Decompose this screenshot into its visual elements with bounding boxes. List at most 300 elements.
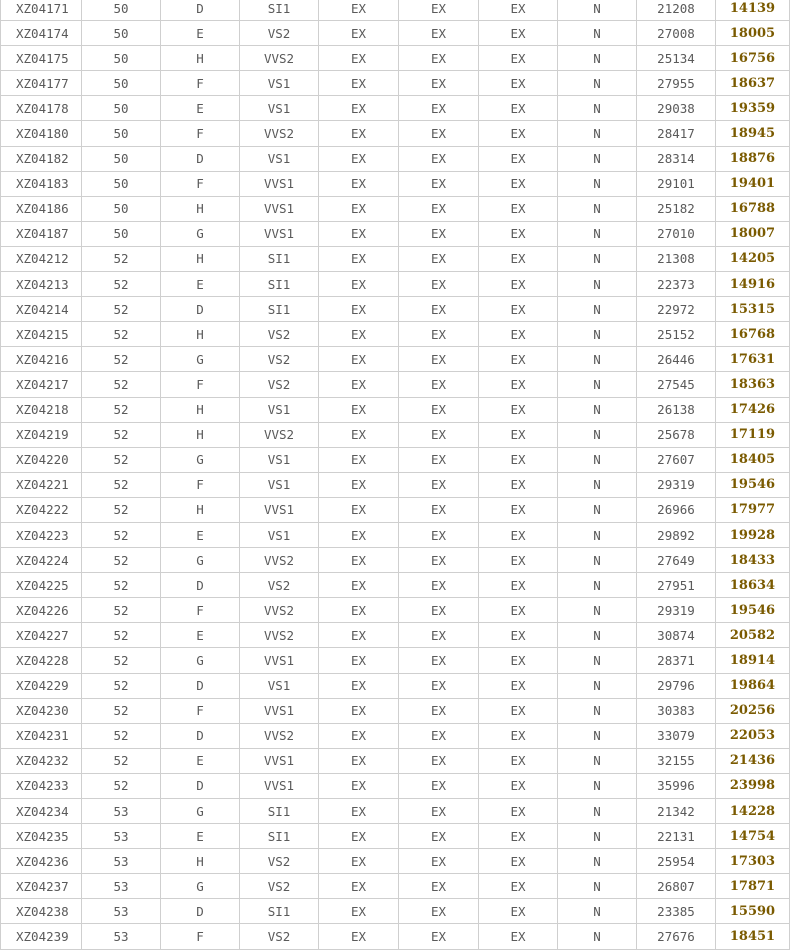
cut-cell: EX	[319, 423, 399, 447]
symmetry-cell: EX	[479, 849, 558, 873]
symmetry-cell: EX	[479, 322, 558, 346]
list-price-cell: 26966	[637, 498, 716, 522]
fluorescence-cell: N	[558, 548, 637, 572]
color-cell: F	[161, 172, 240, 196]
table-row	[0, 623, 790, 648]
stock-id-cell: XZ04213	[0, 272, 82, 296]
carat-cell: 53	[82, 899, 161, 923]
polish-cell: EX	[399, 423, 479, 447]
color-cell: E	[161, 749, 240, 773]
carat-cell: 52	[82, 674, 161, 698]
stock-id-cell: XZ04220	[0, 448, 82, 472]
polish-cell: EX	[399, 548, 479, 572]
stock-id-cell: XZ04232	[0, 749, 82, 773]
table-row	[0, 699, 790, 724]
polish-cell: EX	[399, 297, 479, 321]
carat-cell: 52	[82, 473, 161, 497]
clarity-cell: VVS2	[240, 724, 319, 748]
list-price-cell: 26138	[637, 398, 716, 422]
fluorescence-cell: N	[558, 874, 637, 898]
color-cell: H	[161, 197, 240, 221]
sale-price-cell: 18634	[716, 573, 790, 597]
stock-id-cell: XZ04180	[0, 121, 82, 145]
sale-price-cell: 19546	[716, 473, 790, 497]
symmetry-cell: EX	[479, 423, 558, 447]
stock-id-cell: XZ04231	[0, 724, 82, 748]
carat-cell: 52	[82, 297, 161, 321]
clarity-cell: VS1	[240, 96, 319, 120]
fluorescence-cell: N	[558, 924, 637, 948]
symmetry-cell: EX	[479, 799, 558, 823]
clarity-cell: VS1	[240, 674, 319, 698]
stock-id-cell: XZ04187	[0, 222, 82, 246]
list-price-cell: 25678	[637, 423, 716, 447]
sale-price-cell: 15590	[716, 899, 790, 923]
table-row	[0, 247, 790, 272]
symmetry-cell: EX	[479, 774, 558, 798]
stock-id-cell: XZ04227	[0, 623, 82, 647]
list-price-cell: 27545	[637, 372, 716, 396]
symmetry-cell: EX	[479, 623, 558, 647]
polish-cell: EX	[399, 498, 479, 522]
table-row	[0, 498, 790, 523]
sale-price-cell: 18433	[716, 548, 790, 572]
carat-cell: 52	[82, 423, 161, 447]
polish-cell: EX	[399, 0, 479, 20]
clarity-cell: SI1	[240, 272, 319, 296]
clarity-cell: VVS2	[240, 548, 319, 572]
color-cell: E	[161, 21, 240, 45]
sale-price-cell: 19359	[716, 96, 790, 120]
polish-cell: EX	[399, 247, 479, 271]
cut-cell: EX	[319, 699, 399, 723]
color-cell: H	[161, 498, 240, 522]
fluorescence-cell: N	[558, 272, 637, 296]
clarity-cell: VVS2	[240, 121, 319, 145]
cut-cell: EX	[319, 874, 399, 898]
color-cell: H	[161, 849, 240, 873]
color-cell: G	[161, 799, 240, 823]
color-cell: D	[161, 0, 240, 20]
stock-id-cell: XZ04238	[0, 899, 82, 923]
color-cell: H	[161, 322, 240, 346]
stock-id-cell: XZ04215	[0, 322, 82, 346]
carat-cell: 52	[82, 523, 161, 547]
cut-cell: EX	[319, 297, 399, 321]
clarity-cell: VVS1	[240, 222, 319, 246]
color-cell: E	[161, 96, 240, 120]
sale-price-cell: 18405	[716, 448, 790, 472]
sale-price-cell: 18007	[716, 222, 790, 246]
cut-cell: EX	[319, 523, 399, 547]
symmetry-cell: EX	[479, 197, 558, 221]
polish-cell: EX	[399, 849, 479, 873]
stock-id-cell: XZ04236	[0, 849, 82, 873]
polish-cell: EX	[399, 21, 479, 45]
carat-cell: 50	[82, 172, 161, 196]
color-cell: G	[161, 874, 240, 898]
polish-cell: EX	[399, 448, 479, 472]
fluorescence-cell: N	[558, 247, 637, 271]
table-row	[0, 372, 790, 397]
symmetry-cell: EX	[479, 448, 558, 472]
fluorescence-cell: N	[558, 598, 637, 622]
list-price-cell: 28371	[637, 648, 716, 672]
list-price-cell: 21342	[637, 799, 716, 823]
carat-cell: 52	[82, 548, 161, 572]
fluorescence-cell: N	[558, 523, 637, 547]
cut-cell: EX	[319, 498, 399, 522]
symmetry-cell: EX	[479, 598, 558, 622]
list-price-cell: 22373	[637, 272, 716, 296]
sale-price-cell: 17119	[716, 423, 790, 447]
list-price-cell: 27676	[637, 924, 716, 948]
list-price-cell: 25152	[637, 322, 716, 346]
sale-price-cell: 18945	[716, 121, 790, 145]
list-price-cell: 29892	[637, 523, 716, 547]
symmetry-cell: EX	[479, 96, 558, 120]
fluorescence-cell: N	[558, 824, 637, 848]
color-cell: D	[161, 899, 240, 923]
fluorescence-cell: N	[558, 46, 637, 70]
carat-cell: 52	[82, 347, 161, 371]
cut-cell: EX	[319, 147, 399, 171]
table-row	[0, 548, 790, 573]
fluorescence-cell: N	[558, 448, 637, 472]
symmetry-cell: EX	[479, 0, 558, 20]
list-price-cell: 27607	[637, 448, 716, 472]
color-cell: G	[161, 548, 240, 572]
stock-id-cell: XZ04222	[0, 498, 82, 522]
stock-id-cell: XZ04237	[0, 874, 82, 898]
stock-id-cell: XZ04228	[0, 648, 82, 672]
fluorescence-cell: N	[558, 96, 637, 120]
table-row	[0, 46, 790, 71]
table-row	[0, 71, 790, 96]
symmetry-cell: EX	[479, 121, 558, 145]
fluorescence-cell: N	[558, 473, 637, 497]
stock-id-cell: XZ04223	[0, 523, 82, 547]
carat-cell: 53	[82, 924, 161, 948]
stock-id-cell: XZ04229	[0, 674, 82, 698]
table-row	[0, 849, 790, 874]
clarity-cell: VS1	[240, 448, 319, 472]
symmetry-cell: EX	[479, 874, 558, 898]
polish-cell: EX	[399, 749, 479, 773]
fluorescence-cell: N	[558, 372, 637, 396]
carat-cell: 50	[82, 21, 161, 45]
polish-cell: EX	[399, 573, 479, 597]
cut-cell: EX	[319, 548, 399, 572]
stock-id-cell: XZ04183	[0, 172, 82, 196]
stock-id-cell: XZ04182	[0, 147, 82, 171]
fluorescence-cell: N	[558, 0, 637, 20]
table-row	[0, 749, 790, 774]
stock-id-cell: XZ04218	[0, 398, 82, 422]
cut-cell: EX	[319, 799, 399, 823]
symmetry-cell: EX	[479, 749, 558, 773]
sale-price-cell: 21436	[716, 749, 790, 773]
fluorescence-cell: N	[558, 297, 637, 321]
list-price-cell: 29796	[637, 674, 716, 698]
polish-cell: EX	[399, 774, 479, 798]
polish-cell: EX	[399, 322, 479, 346]
fluorescence-cell: N	[558, 21, 637, 45]
fluorescence-cell: N	[558, 899, 637, 923]
fluorescence-cell: N	[558, 147, 637, 171]
symmetry-cell: EX	[479, 222, 558, 246]
clarity-cell: SI1	[240, 824, 319, 848]
table-row	[0, 573, 790, 598]
polish-cell: EX	[399, 623, 479, 647]
polish-cell: EX	[399, 824, 479, 848]
color-cell: E	[161, 523, 240, 547]
table-row	[0, 648, 790, 673]
table-row	[0, 172, 790, 197]
color-cell: D	[161, 147, 240, 171]
cut-cell: EX	[319, 448, 399, 472]
color-cell: D	[161, 774, 240, 798]
stock-id-cell: XZ04225	[0, 573, 82, 597]
list-price-cell: 22131	[637, 824, 716, 848]
color-cell: D	[161, 674, 240, 698]
carat-cell: 52	[82, 648, 161, 672]
polish-cell: EX	[399, 874, 479, 898]
carat-cell: 52	[82, 749, 161, 773]
sale-price-cell: 18637	[716, 71, 790, 95]
symmetry-cell: EX	[479, 473, 558, 497]
carat-cell: 50	[82, 197, 161, 221]
carat-cell: 50	[82, 222, 161, 246]
list-price-cell: 29319	[637, 598, 716, 622]
list-price-cell: 23385	[637, 899, 716, 923]
table-row	[0, 899, 790, 924]
list-price-cell: 32155	[637, 749, 716, 773]
clarity-cell: VVS2	[240, 423, 319, 447]
symmetry-cell: EX	[479, 46, 558, 70]
cut-cell: EX	[319, 197, 399, 221]
color-cell: G	[161, 347, 240, 371]
polish-cell: EX	[399, 222, 479, 246]
clarity-cell: VVS1	[240, 648, 319, 672]
polish-cell: EX	[399, 674, 479, 698]
sale-price-cell: 15315	[716, 297, 790, 321]
list-price-cell: 30874	[637, 623, 716, 647]
color-cell: F	[161, 121, 240, 145]
color-cell: G	[161, 222, 240, 246]
cut-cell: EX	[319, 674, 399, 698]
clarity-cell: VS1	[240, 473, 319, 497]
sale-price-cell: 18914	[716, 648, 790, 672]
cut-cell: EX	[319, 573, 399, 597]
table-row	[0, 147, 790, 172]
stock-id-cell: XZ04219	[0, 423, 82, 447]
symmetry-cell: EX	[479, 699, 558, 723]
list-price-cell: 35996	[637, 774, 716, 798]
sale-price-cell: 18363	[716, 372, 790, 396]
sale-price-cell: 20582	[716, 623, 790, 647]
symmetry-cell: EX	[479, 247, 558, 271]
polish-cell: EX	[399, 699, 479, 723]
clarity-cell: VVS2	[240, 46, 319, 70]
list-price-cell: 30383	[637, 699, 716, 723]
table-row	[0, 322, 790, 347]
carat-cell: 53	[82, 874, 161, 898]
table-row	[0, 121, 790, 146]
clarity-cell: SI1	[240, 247, 319, 271]
clarity-cell: VVS1	[240, 197, 319, 221]
symmetry-cell: EX	[479, 648, 558, 672]
table-row	[0, 448, 790, 473]
cut-cell: EX	[319, 774, 399, 798]
clarity-cell: VS1	[240, 147, 319, 171]
table-row	[0, 0, 790, 21]
table-row	[0, 21, 790, 46]
stock-id-cell: XZ04177	[0, 71, 82, 95]
polish-cell: EX	[399, 96, 479, 120]
cut-cell: EX	[319, 749, 399, 773]
carat-cell: 52	[82, 699, 161, 723]
polish-cell: EX	[399, 899, 479, 923]
symmetry-cell: EX	[479, 347, 558, 371]
table-row	[0, 523, 790, 548]
sale-price-cell: 16768	[716, 322, 790, 346]
table-row	[0, 598, 790, 623]
cut-cell: EX	[319, 121, 399, 145]
list-price-cell: 25182	[637, 197, 716, 221]
symmetry-cell: EX	[479, 824, 558, 848]
clarity-cell: SI1	[240, 0, 319, 20]
table-row	[0, 774, 790, 799]
polish-cell: EX	[399, 473, 479, 497]
cut-cell: EX	[319, 924, 399, 948]
clarity-cell: VS2	[240, 573, 319, 597]
clarity-cell: VVS1	[240, 774, 319, 798]
fluorescence-cell: N	[558, 648, 637, 672]
cut-cell: EX	[319, 322, 399, 346]
stock-id-cell: XZ04235	[0, 824, 82, 848]
clarity-cell: VS2	[240, 372, 319, 396]
clarity-cell: VVS1	[240, 699, 319, 723]
cut-cell: EX	[319, 21, 399, 45]
sale-price-cell: 17977	[716, 498, 790, 522]
table-row	[0, 423, 790, 448]
fluorescence-cell: N	[558, 799, 637, 823]
cut-cell: EX	[319, 598, 399, 622]
cut-cell: EX	[319, 398, 399, 422]
symmetry-cell: EX	[479, 724, 558, 748]
color-cell: H	[161, 247, 240, 271]
sale-price-cell: 18451	[716, 924, 790, 948]
list-price-cell: 33079	[637, 724, 716, 748]
sale-price-cell: 17303	[716, 849, 790, 873]
carat-cell: 53	[82, 824, 161, 848]
stock-id-cell: XZ04171	[0, 0, 82, 20]
fluorescence-cell: N	[558, 774, 637, 798]
clarity-cell: VVS1	[240, 498, 319, 522]
sale-price-cell: 14754	[716, 824, 790, 848]
table-row	[0, 347, 790, 372]
polish-cell: EX	[399, 46, 479, 70]
clarity-cell: VS1	[240, 523, 319, 547]
sale-price-cell: 19546	[716, 598, 790, 622]
sale-price-cell: 19401	[716, 172, 790, 196]
carat-cell: 52	[82, 322, 161, 346]
list-price-cell: 27955	[637, 71, 716, 95]
clarity-cell: VVS1	[240, 172, 319, 196]
carat-cell: 53	[82, 799, 161, 823]
sale-price-cell: 18005	[716, 21, 790, 45]
cut-cell: EX	[319, 272, 399, 296]
symmetry-cell: EX	[479, 523, 558, 547]
stock-id-cell: XZ04175	[0, 46, 82, 70]
clarity-cell: VS2	[240, 322, 319, 346]
polish-cell: EX	[399, 648, 479, 672]
list-price-cell: 25134	[637, 46, 716, 70]
cut-cell: EX	[319, 96, 399, 120]
color-cell: G	[161, 448, 240, 472]
stock-id-cell: XZ04226	[0, 598, 82, 622]
table-row	[0, 297, 790, 322]
stock-id-cell: XZ04224	[0, 548, 82, 572]
list-price-cell: 26807	[637, 874, 716, 898]
carat-cell: 52	[82, 774, 161, 798]
color-cell: E	[161, 824, 240, 848]
list-price-cell: 29038	[637, 96, 716, 120]
clarity-cell: VS2	[240, 924, 319, 948]
polish-cell: EX	[399, 598, 479, 622]
carat-cell: 52	[82, 448, 161, 472]
sale-price-cell: 14916	[716, 272, 790, 296]
fluorescence-cell: N	[558, 674, 637, 698]
table-row	[0, 674, 790, 699]
symmetry-cell: EX	[479, 548, 558, 572]
clarity-cell: VS1	[240, 71, 319, 95]
stock-id-cell: XZ04214	[0, 297, 82, 321]
cut-cell: EX	[319, 849, 399, 873]
table-row	[0, 197, 790, 222]
polish-cell: EX	[399, 523, 479, 547]
carat-cell: 52	[82, 272, 161, 296]
list-price-cell: 27649	[637, 548, 716, 572]
list-price-cell: 27008	[637, 21, 716, 45]
fluorescence-cell: N	[558, 222, 637, 246]
polish-cell: EX	[399, 372, 479, 396]
table-row	[0, 924, 790, 949]
cut-cell: EX	[319, 824, 399, 848]
list-price-cell: 21308	[637, 247, 716, 271]
carat-cell: 53	[82, 849, 161, 873]
fluorescence-cell: N	[558, 197, 637, 221]
list-price-cell: 29319	[637, 473, 716, 497]
clarity-cell: VVS2	[240, 623, 319, 647]
carat-cell: 50	[82, 0, 161, 20]
color-cell: E	[161, 623, 240, 647]
list-price-cell: 22972	[637, 297, 716, 321]
fluorescence-cell: N	[558, 398, 637, 422]
cut-cell: EX	[319, 648, 399, 672]
polish-cell: EX	[399, 799, 479, 823]
list-price-cell: 26446	[637, 347, 716, 371]
sale-price-cell: 14228	[716, 799, 790, 823]
stock-id-cell: XZ04186	[0, 197, 82, 221]
cut-cell: EX	[319, 46, 399, 70]
clarity-cell: SI1	[240, 899, 319, 923]
polish-cell: EX	[399, 147, 479, 171]
stock-id-cell: XZ04212	[0, 247, 82, 271]
cut-cell: EX	[319, 473, 399, 497]
symmetry-cell: EX	[479, 498, 558, 522]
